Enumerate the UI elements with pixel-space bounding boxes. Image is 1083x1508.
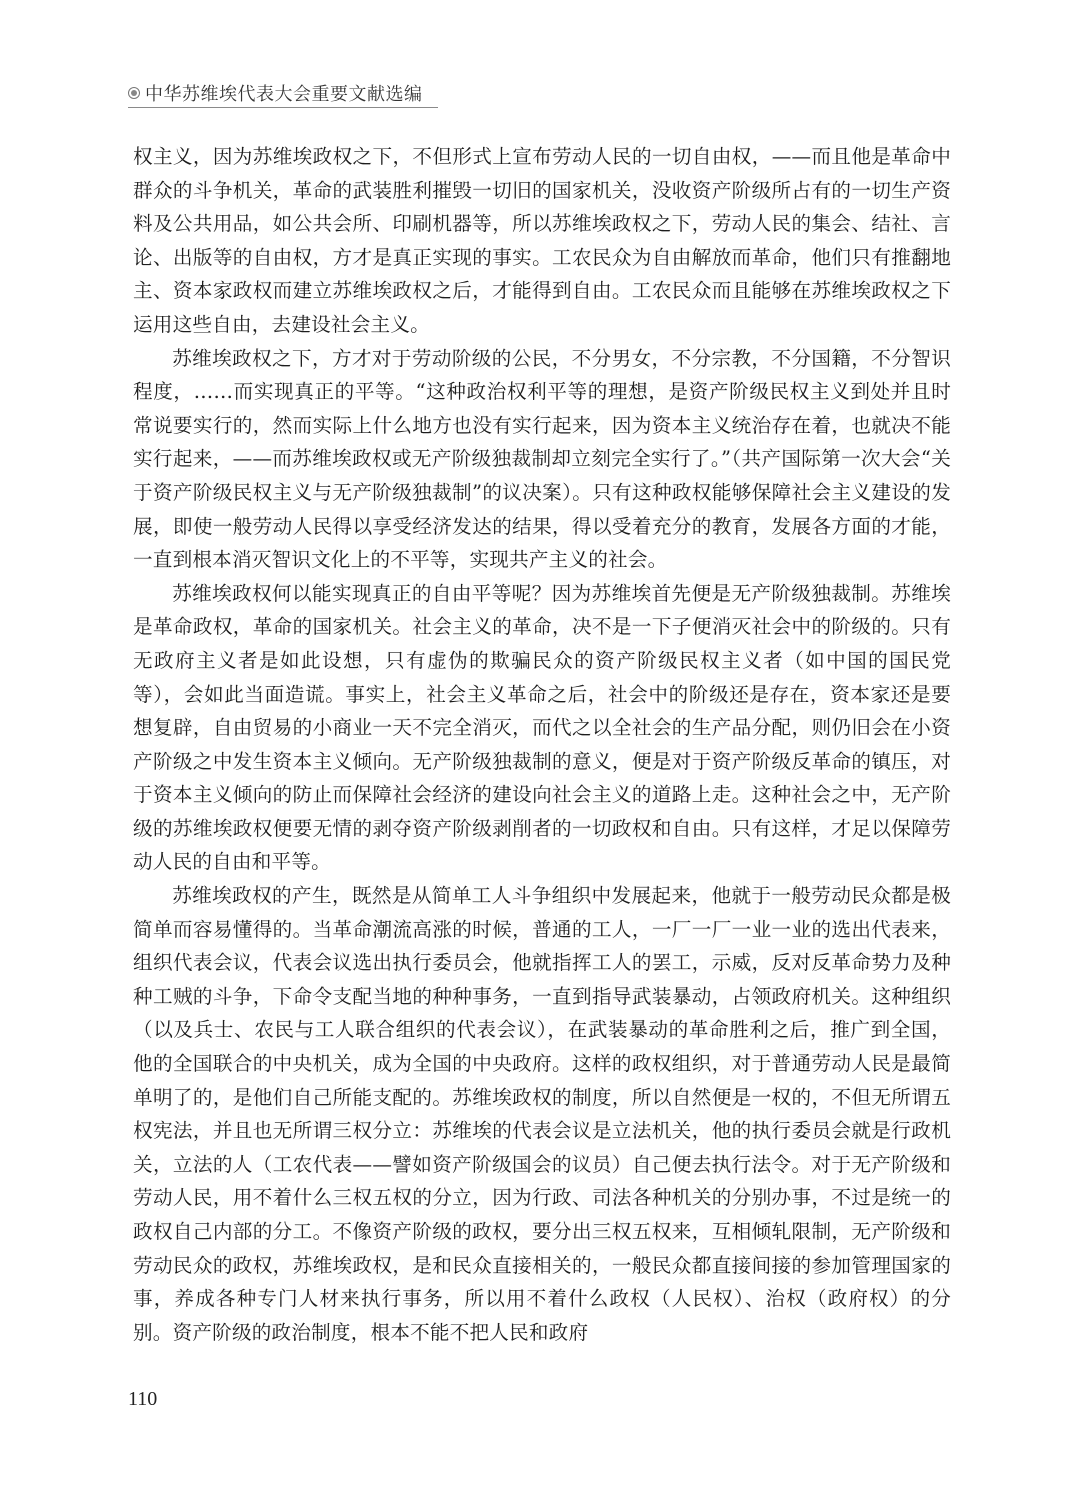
page-number: 110 (128, 1388, 158, 1410)
bullet-circle-icon (128, 87, 140, 99)
book-title: 中华苏维埃代表大会重要文献选编 (145, 84, 423, 105)
paragraph: 苏维埃政权何以能实现真正的自由平等呢？因为苏维埃首先便是无产阶级独裁制。苏维埃是革命政权，革命的国家机关。社会主义的革命，决不是一下子便消灭社会中的阶级的。只有无政府主义者是如此设想，只有虚伪的欺骗民众的资产阶级民权主义者（如中国的国民党等），会如此当面造谎。事实上，社会主义革命之后，社会中的阶级还是存在，资本家还是要想复辟，自由贸易的小商业一天不完全消灭，而代之以全社会的生产品分配，则仍旧会在小资产阶级之中发生资本主义倾向。无产阶级独裁制的意义，便是对于资产阶级反革命的镇压，对于资本主义倾向的防止而保障社会经济的建设向社会主义的道路上走。这种社会之中，无产阶级的苏维埃政权便要无情的剥夺资产阶级剥削者的一切政权和自由。只有这样，才足以保障劳动人民的自由和平等。 (133, 581, 951, 874)
body-text (133, 140, 951, 1349)
paragraph: 苏维埃政权的产生，既然是从简单工人斗争组织中发展起来，他就于一般劳动民众都是极简单而容易懂得的。当革命潮流高涨的时候，普通的工人，一厂一厂一业一业的选出代表来，组织代表会议，代表会议选出执行委员会，他就指挥工人的罢工，示威，反对反革命势力及种种工贼的斗争，下命令支配当地的种种事务，一直到指导武装暴动，占领政府机关。这种组织（以及兵士、农民与工人联合组织的代表会议），在武装暴动的革命胜利之后，推广到全国，他的全国联合的中央机关，成为全国的中央政府。这样的政权组织，对于普通劳动人民是最简单明了的，是他们自己所能支配的。苏维埃政权的制度，所以自然便是一权的，不但无所谓五权宪法，并且也无所谓三权分立：苏维埃的代表会议是立法机关，他的执行委员会就是行政机关，立法的人（工农代表——譬如资产阶级国会的议员）自己便去执行法令。对于无产阶级和劳动人民，用不着什么三权五权的分立，因为行政、司法各种机关的分别办事，不过是统一的政权自己内部的分工。不像资产阶级的政权，要分出三权五权来，互相倾轧限制，无产阶级和劳动民众的政权，苏维埃政权，是和民众直接相关的，一般民众都直接间接的参加管理国家的事，养成各种专门人材来执行事务，所以用不着什么政权（人民权）、治权（政府权）的分别。资产阶级的政治制度，根本不能不把人民和政府 (133, 884, 951, 1344)
running-header (128, 78, 423, 108)
paragraph-continued: 权主义，因为苏维埃政权之下，不但形式上宣布劳动人民的一切自由权，——而且他是革命中群众的斗争机关，革命的武装胜利摧毁一切旧的国家机关，没收资产阶级所占有的一切生产资料及公共用品，如公共会所、印刷机器等，所以苏维埃政权之下，劳动人民的集会、结社、言论、出版等的自由权，方才是真正实现的事实。工农民众为自由解放而革命，他们只有推翻地主、资本家政权而建立苏维埃政权之后，才能得到自由。工农民众而且能够在苏维埃政权之下运用这些自由，去建设社会主义。 (133, 145, 951, 336)
paragraph: 苏维埃政权之下，方才对于劳动阶级的公民，不分男女，不分宗教，不分国籍，不分智识程度，……而实现真正的平等。“这种政治权利平等的理想，是资产阶级民权主义到处并且时常说要实行的，然而实际上什么地方也没有实行起来，因为资本主义统治存在着，也就决不能实行起来，——而苏维埃政权或无产阶级独裁制却立刻完全实行了。”（共产国际第一次大会“关于资产阶级民权主义与无产阶级独裁制”的议决案）。只有这种政权能够保障社会主义建设的发展，即使一般劳动人民得以享受经济发达的结果，得以受着充分的教育，发展各方面的才能，一直到根本消灭智识文化上的不平等，实现共产主义的社会。 (133, 346, 951, 572)
header-divider (128, 107, 438, 108)
